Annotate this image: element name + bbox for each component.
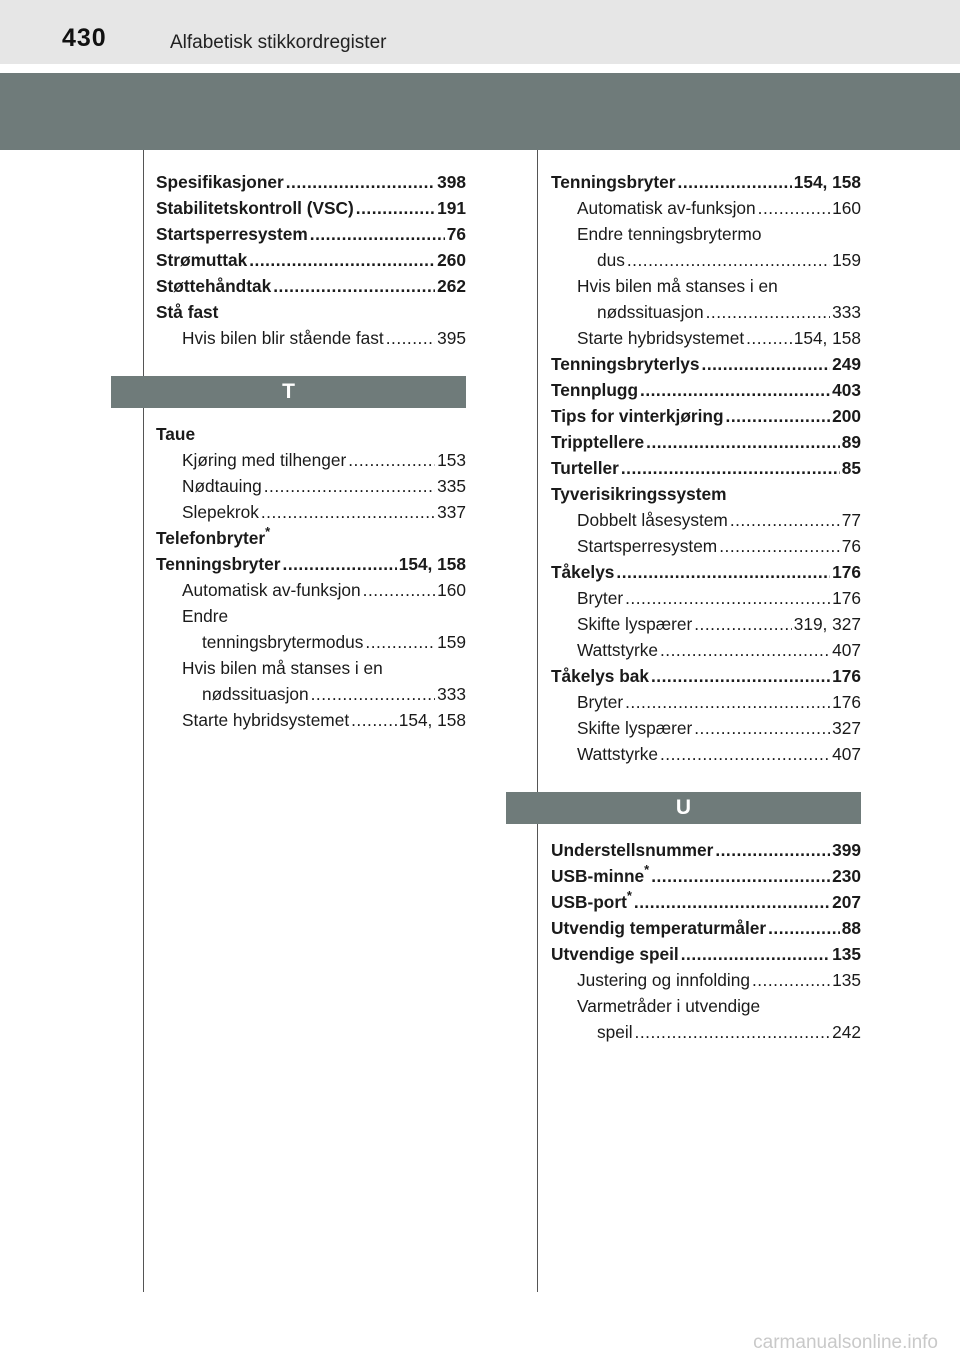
entry-text: Varmetråder i utvendige [577, 996, 761, 1016]
entry-text: speil [597, 1022, 633, 1042]
index-entry [551, 403, 861, 429]
page-reference: 176 [832, 666, 861, 686]
index-entry [551, 689, 861, 715]
leader-dots [651, 663, 830, 689]
leader-dots [261, 499, 435, 525]
leader-dots [758, 195, 831, 221]
entry-text: Tåkelys bak [551, 666, 649, 686]
index-entry [156, 603, 466, 629]
index-entry [551, 429, 861, 455]
leader-dots [311, 681, 436, 707]
entry-text: Spesifikasjoner [156, 172, 284, 192]
entry-text: Startsperresystem [577, 536, 718, 556]
page-reference: 85 [841, 458, 861, 478]
entry-text: Understellsnummer [551, 840, 714, 860]
index-entry [551, 1019, 861, 1045]
entry-text: nødssituasjon [202, 684, 309, 704]
entry-text: Stå fast [156, 302, 219, 322]
page-reference: 249 [832, 354, 861, 374]
page-reference: 327 [832, 718, 861, 738]
middle-rule [537, 150, 538, 1292]
index-entry [551, 455, 861, 481]
entry-text: Dobbelt låsesystem [577, 510, 728, 530]
page-reference: 154, 158 [793, 172, 861, 192]
entry-text: USB-minne [551, 866, 645, 886]
index-entry [156, 655, 466, 681]
header-band [0, 73, 960, 150]
page-reference: 403 [832, 380, 861, 400]
page-reference: 76 [446, 224, 466, 244]
index-entry [551, 585, 861, 611]
page-number: 430 [62, 24, 107, 52]
page-reference: 398 [437, 172, 466, 192]
entry-text: Hvis bilen blir stående fast [182, 328, 384, 348]
index-entry [551, 967, 861, 993]
index-entry [156, 473, 466, 499]
index-entry [551, 481, 861, 507]
section-header: T [111, 376, 466, 408]
leader-dots [726, 403, 831, 429]
page-reference: 260 [437, 250, 466, 270]
page-reference: 333 [832, 302, 861, 322]
page-reference: 176 [832, 562, 861, 582]
page-reference: 319, 327 [793, 614, 861, 634]
leader-dots [702, 351, 831, 377]
watermark: carmanualsonline.info [753, 1332, 938, 1353]
leader-dots [746, 325, 792, 351]
index-entry [551, 993, 861, 1019]
leader-dots [719, 533, 840, 559]
page-reference: 159 [832, 250, 861, 270]
left-rule [143, 150, 144, 1292]
leader-dots [627, 247, 830, 273]
entry-text: Tåkelys [551, 562, 615, 582]
entry-text: Automatisk av-funksjon [577, 198, 756, 218]
entry-text: Skifte lyspærer [577, 614, 693, 634]
header-bar [0, 0, 960, 64]
page-reference: 135 [832, 970, 861, 990]
index-entry [156, 447, 466, 473]
leader-dots [706, 299, 831, 325]
page-reference: 176 [832, 588, 861, 608]
page-reference: 262 [437, 276, 466, 296]
index-entry [156, 325, 466, 351]
entry-text: dus [597, 250, 625, 270]
leader-dots [678, 169, 792, 195]
page-reference: 207 [832, 892, 861, 912]
entry-text: Tenningsbryter [551, 172, 676, 192]
page-reference: 200 [832, 406, 861, 426]
page-reference: 395 [437, 328, 466, 348]
leader-dots [681, 941, 830, 967]
page-reference: 407 [832, 640, 861, 660]
leader-dots [621, 455, 840, 481]
page-title: Alfabetisk stikkordregister [170, 32, 387, 53]
index-entry [156, 247, 466, 273]
index-entry [551, 533, 861, 559]
page-reference: 242 [832, 1022, 861, 1042]
page-reference: 154, 158 [398, 554, 466, 574]
entry-text: tenningsbrytermodus [202, 632, 364, 652]
leader-dots [694, 715, 830, 741]
leader-dots [310, 221, 445, 247]
index-entry [551, 195, 861, 221]
leader-dots [625, 585, 830, 611]
entry-text: Wattstyrke [577, 640, 658, 660]
index-entry [551, 941, 861, 967]
footnote-asterisk: * [644, 862, 650, 877]
index-entry [551, 169, 861, 195]
leader-dots [625, 689, 830, 715]
entry-text: USB-port [551, 892, 627, 912]
index-entry [551, 559, 861, 585]
page-reference: 154, 158 [398, 710, 466, 730]
page-reference: 77 [841, 510, 861, 530]
leader-dots [356, 195, 435, 221]
index-entry [551, 377, 861, 403]
section-header: U [506, 792, 861, 824]
index-entry [551, 915, 861, 941]
page-reference: 399 [832, 840, 861, 860]
leader-dots [386, 325, 435, 351]
page-reference: 154, 158 [793, 328, 861, 348]
page-reference: 135 [832, 944, 861, 964]
leader-dots [768, 915, 840, 941]
index-entry [156, 577, 466, 603]
leader-dots [348, 447, 435, 473]
entry-text: Bryter [577, 692, 624, 712]
entry-text: Endre [182, 606, 229, 626]
index-entry [551, 247, 861, 273]
entry-text: Automatisk av-funksjon [182, 580, 361, 600]
entry-text: Skifte lyspærer [577, 718, 693, 738]
index-column-right [551, 169, 861, 1045]
leader-dots [694, 611, 791, 637]
leader-dots [286, 169, 435, 195]
entry-text: Støttehåndtak [156, 276, 272, 296]
index-entry [551, 273, 861, 299]
leader-dots [660, 741, 830, 767]
page-reference: 153 [437, 450, 466, 470]
page-reference: 76 [841, 536, 861, 556]
leader-dots [730, 507, 840, 533]
entry-text: Telefonbryter [156, 528, 266, 548]
entry-text: Turteller [551, 458, 619, 478]
leader-dots [283, 551, 397, 577]
entry-text: Utvendige speil [551, 944, 679, 964]
index-entry [551, 507, 861, 533]
entry-text: Startsperresystem [156, 224, 308, 244]
index-entry [156, 195, 466, 221]
index-entry [551, 299, 861, 325]
page-reference: 230 [832, 866, 861, 886]
entry-text: Hvis bilen må stanses i en [577, 276, 778, 296]
index-entry [551, 837, 861, 863]
page-reference: 159 [437, 632, 466, 652]
index-entry [551, 351, 861, 377]
index-entry [551, 611, 861, 637]
page-reference: 407 [832, 744, 861, 764]
leader-dots [651, 863, 830, 889]
page-reference: 160 [437, 580, 466, 600]
index-entry [156, 551, 466, 577]
entry-text: Tennplugg [551, 380, 639, 400]
page-reference: 176 [832, 692, 861, 712]
leader-dots [715, 837, 830, 863]
index-entry [551, 715, 861, 741]
index-entry [551, 221, 861, 247]
page-reference: 191 [437, 198, 466, 218]
entry-text: Nødtauing [182, 476, 262, 496]
leader-dots [635, 1019, 831, 1045]
index-entry [156, 681, 466, 707]
leader-dots [660, 637, 830, 663]
footnote-asterisk: * [626, 888, 632, 903]
leader-dots [634, 889, 830, 915]
leader-dots [646, 429, 840, 455]
leader-dots [365, 629, 435, 655]
index-entry [156, 221, 466, 247]
entry-text: Kjøring med tilhenger [182, 450, 347, 470]
index-entry [551, 889, 861, 915]
entry-text: nødssituasjon [597, 302, 704, 322]
page-reference: 333 [437, 684, 466, 704]
leader-dots [752, 967, 830, 993]
page-reference: 88 [841, 918, 861, 938]
entry-text: Hvis bilen må stanses i en [182, 658, 383, 678]
page-reference: 335 [437, 476, 466, 496]
index-entry [156, 707, 466, 733]
leader-dots [616, 559, 830, 585]
entry-text: Slepekrok [182, 502, 259, 522]
index-entry [156, 421, 466, 447]
entry-text: Stabilitetskontroll (VSC) [156, 198, 354, 218]
entry-text: Wattstyrke [577, 744, 658, 764]
entry-text: Strømuttak [156, 250, 248, 270]
leader-dots [351, 707, 397, 733]
leader-dots [273, 273, 435, 299]
leader-dots [264, 473, 435, 499]
footnote-asterisk: * [265, 524, 271, 539]
entry-text: Utvendig temperaturmåler [551, 918, 767, 938]
entry-text: Taue [156, 424, 196, 444]
index-entry [551, 863, 861, 889]
index-entry [156, 273, 466, 299]
entry-text: Tripptellere [551, 432, 645, 452]
leader-dots [363, 577, 436, 603]
index-entry [156, 629, 466, 655]
entry-text: Tyverisikringssystem [551, 484, 727, 504]
index-entry [551, 741, 861, 767]
index-column-left [156, 169, 466, 733]
index-entry [551, 663, 861, 689]
index-entry [551, 325, 861, 351]
leader-dots [640, 377, 830, 403]
entry-text: Bryter [577, 588, 624, 608]
page-reference: 337 [437, 502, 466, 522]
entry-text: Starte hybridsystemet [577, 328, 745, 348]
index-entry [156, 525, 466, 551]
page-reference: 160 [832, 198, 861, 218]
page-reference: 89 [841, 432, 861, 452]
leader-dots [249, 247, 435, 273]
entry-text: Justering og innfolding [577, 970, 750, 990]
entry-text: Tenningsbryter [156, 554, 281, 574]
entry-text: Endre tenningsbrytermo [577, 224, 762, 244]
index-entry [156, 299, 466, 325]
entry-text: Starte hybridsystemet [182, 710, 350, 730]
index-entry [156, 499, 466, 525]
index-entry [551, 637, 861, 663]
index-entry [156, 169, 466, 195]
entry-text: Tips for vinterkjøring [551, 406, 724, 426]
entry-text: Tenningsbryterlys [551, 354, 700, 374]
